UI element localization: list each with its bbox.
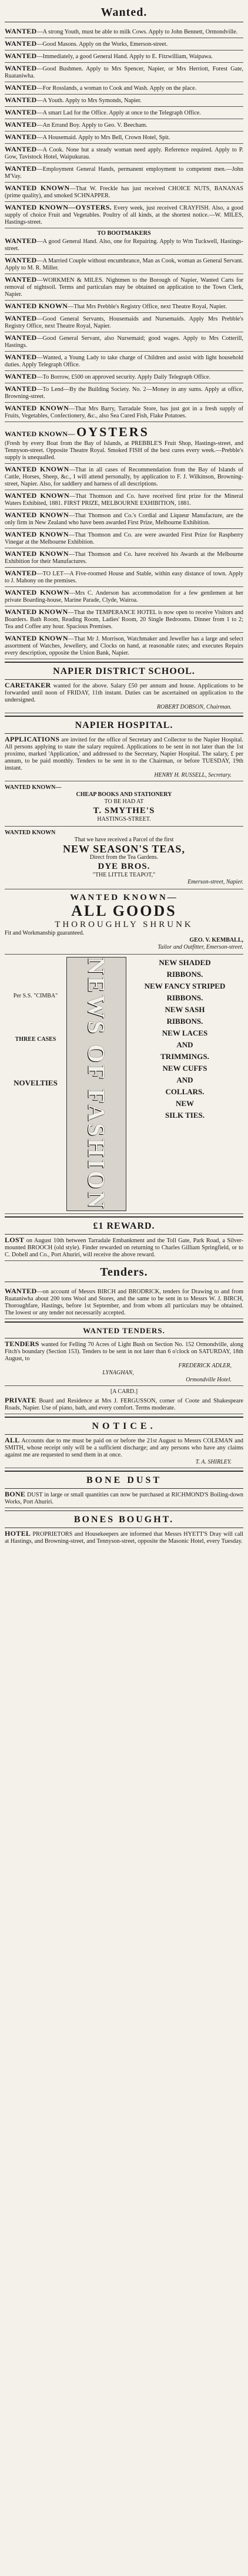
goods-firm-sub: Tailor and Outfitter, Emerson-street. [157,944,243,950]
card-title: [A CARD.] [110,1388,138,1395]
ad-text: —That Thomson and Co. have received first prize for the Mineral Waters Exhibited, 1881. FIRST PRIZE, MELBOURNE EXHIBITION, 1881. [5,493,243,507]
ad-text: —Immediately, a good General Hand. Apply to E. Fitzwilliam, Waipawa. [36,53,213,60]
classified-ad [5,163,243,183]
ad-text: —A good General Hand. Also, one for Repairing. Apply to Wm Tuckwell, Hastings-street. [5,238,243,252]
classified-ad [5,132,243,144]
ad-text: —For Rosslands, a woman to Cook and Wash. Apply on the place. [36,85,197,92]
books-line4: HASTINGS-STREET. [97,816,151,822]
ad-lead: WANTED [5,385,37,393]
classified-ad [5,38,243,50]
ad-text: —A smart Lad for the Office. Apply at once to the Telegraph Office. [36,110,201,116]
ad-lead: WANTED KNOWN— [5,430,75,438]
goods-firm: GEO. V. KEMBALL, [189,937,243,943]
classified-ad [5,510,243,529]
tenders-heading: Tenders. [5,1266,243,1282]
novelty-item: RIBBONS. [166,970,203,979]
ad-lead: WANTED [5,237,37,245]
ad-text: —Good Bushmen. Apply to Mrs Spencer, Napier, or Mrs Herriott, Forest Gate, Ruataniwha. [5,66,243,79]
classified-ad [5,255,243,274]
novelty-item: SILK TIES. [165,1111,205,1120]
ad-lead: WANTED KNOWN [5,465,69,473]
ad-text: —Wanted, a Young Lady to take charge of Children and assist with light household duties. Apply Telegraph Office. [5,355,243,368]
tea-firm: DYE BROS. [98,862,150,871]
classified-ad [5,107,243,119]
ad-text: —An Errand Boy. Apply to Geo. V. Beecham. [36,122,148,129]
classified-ad [5,548,243,568]
bone-title: BONE DUST [5,1471,243,1489]
classified-ad [5,352,243,371]
novelty-item: NEW LACES [162,1029,208,1037]
classified-ad [5,274,243,301]
signature-1: FREDERICK ADLER, [178,1363,232,1370]
classified-ad [5,568,243,587]
classified-ad [5,587,243,606]
ad-lead: WANTED [5,27,37,35]
novelties-left [5,957,66,1211]
school-title: NAPIER DISTRICT SCHOOL. [5,662,243,680]
ad-text: —That in all cases of Recommendation from the Bay of Islands of Cattle, Horses, Sheep, &c., I will attend personally, by application to F. J. Wilkinson, Browning-street, Napier. Also, for saddlery and harness of all descriptions. [5,467,243,487]
bone-ad [5,1489,243,1508]
ad-text: DUST in large or small quantities can now be purchased at RICHMOND'S Boiling-down Works, Port Ahuriri. [5,1492,244,1506]
novelties-left-0: Per S.S. "CIMBA" [13,993,58,999]
ad-lead: WANTED [5,256,37,264]
notice-ad [5,1435,243,1468]
ad-lead: WANTED [5,314,37,322]
classified-ad [5,464,243,490]
ad-text: —Good Masons. Apply on the Works, Emerson-street. [36,41,168,48]
classified-ad [5,529,243,548]
ad-text: —That W. Freckle has just received CHOICE NUTS, BANANAS (prime quality), and smoked SCHNAPPER. [5,186,244,199]
ad-lead: WANTED [5,372,37,380]
ad-lead: WANTED [5,333,37,342]
hospital-title: NAPIER HOSPITAL. [5,716,243,734]
goods-ad [5,889,243,955]
classified-ad [5,119,243,132]
ad-lead: WANTED KNOWN [5,184,70,192]
notice-title: NOTICE. [5,1417,243,1435]
reward-ad [5,1235,243,1261]
ad-signature: HENRY H. RUSSELL, Secretary. [154,772,232,778]
novelty-item: AND [176,1075,193,1084]
ad-text: —That Mrs Barry, Tarradale Store, has just got in a fresh supply of Fruits, Vegetables, Confectionery, &c., also Sea Cured Fish, Flake Potatoes. [5,406,243,419]
classified-ad [5,26,243,38]
classified-ad [5,82,243,95]
tea-intro: That we have received a Parcel of the first [74,837,174,843]
classified-ad [5,371,243,383]
ad-lead: WANTED [5,133,37,141]
ad-text: —That Mr J. Morrison, Watchmaker and Jeweller has a large and select assortment of Watches, Jewellery, and Clocks on hand, at reasonable rates; and executes Repairs every description, opposite the Union Bank, Napier. [5,636,243,656]
ad-lead: WANTED [5,145,37,153]
ad-lead: WANTED KNOWN [5,491,69,500]
tea-address: Emerson-street, Napier. [187,879,243,885]
ad-lead: WANTED [5,108,37,116]
ad-lead: WANTED KNOWN [5,549,69,558]
ad-lead: WANTED [5,275,37,284]
novelties-right-list [126,969,243,1121]
novelty-item: TRIMMINGS. [160,1052,209,1061]
ad-text: —A Housemaid. Apply to Mrs Bell, Crown Hotel, Spit. [36,134,170,141]
novelties-ad [5,955,243,1214]
classified-ad [5,606,243,633]
ad-lead: WANTED KNOWN— [70,893,178,902]
ad-lead: WANTED [5,353,37,361]
goods-sub: THOROUGHLY SHRUNK [55,920,193,929]
classified-ad [5,144,243,163]
ad-text: wanted for the above. Salary £50 per annum and house. Applications to be forwarded until noon of FRIDAY, 11th instant. Duties can be ascertained on application to the undersigned. [5,683,243,703]
ad-text: —WORKMEN & MILES. Nightmen to the Borough of Napier, Wanted Carts for removal of nightsoil. Terms and particulars may be obtained on application to the Town Clerk, Napier. [5,277,243,298]
ad-lead: PRIVATE [5,1396,36,1405]
classified-ad [5,383,243,403]
goods-small: Fit and Workmanship guaranteed. [5,930,85,936]
ad-lead: BONE [5,1490,26,1499]
novelties-left-2: NOVELTIES [14,1078,58,1087]
ad-text: —Good General Servants, Housemaids and Nursemaids. Apply Mrs Prebble's Registry Office, next Theatre Royal, Napier. [5,316,243,329]
ad-lead: APPLICATIONS [5,735,60,743]
card-ad [5,1395,243,1414]
ad-lead: WANTED KNOWN [5,302,68,310]
classified-ad [5,403,243,422]
reward-title: £1 REWARD. [5,1216,243,1235]
novelty-item: NEW SASH [165,1005,205,1014]
oysters2-ad [5,422,243,464]
hospital-ad [5,734,243,781]
signature-3: Ormondville Hotel. [186,1377,232,1384]
ad-lead: WANTED KNOWN [5,511,69,519]
ad-lead: WANTED KNOWN [5,404,69,412]
ad-text: —That Mrs Prebble's Registry Office, next Theatre Royal, Napier. [68,304,227,310]
ad-lead: WANTED KNOWN [5,588,69,596]
ad-lead: WANTED [5,52,37,60]
tenders-ad [5,1286,243,1319]
ad-text: —Employment General Hands, permanent employment to competent men.—John M'Vay. [5,166,243,180]
ad-text: —Good General Servant, also Nursemaid; good wages. Apply to Mrs Cotterill, Hastings. [5,335,243,349]
wanted-heading: Wanted. [5,6,243,22]
ad-text: —on account of Messrs BIRCH and BRODRICK, tenders for Drawing to and from Ruataniwha about 200 tons Wool and Stores, and the same to be sent in to Messrs W. J. BIRCH, Thoroughfare, Hastings, before 1st September, and from whom all particulars may be obtained. The lowest or any tender not necessarily accepted. [5,1289,243,1317]
ad-text: Accounts due to me must be paid on or before the 21st August to Messrs COLEMAN and SMITH, whose receipt only will be a sufficient discharge; and any persons who have any claims against me are requested to send them in at once. [5,1438,244,1459]
novelty-item: COLLARS. [165,1087,205,1096]
classified-ad [5,50,243,63]
ad-lead: HOTEL [5,1529,31,1538]
tea-firm-sub: "THE LITTLE TEAPOT," [92,872,156,878]
ad-text: —That Thomson and Co. are were awarded First Prize for Raspberry Vinegar at the Melbourne Exhibition. [5,532,243,545]
ad-lead: WANTED [5,96,37,104]
tea-headline: NEW SEASON'S TEAS, [63,843,185,855]
ad-lead: WANTED KNOWN [5,530,69,538]
ad-text: —A Cook. None but a steady woman need apply. Reference required. Apply to P. Gow, Tavistock Hotel, Waipukurau. [5,147,243,160]
ad-lead: WANTED [5,83,37,92]
ad-text: (Fresh by every Boat from the Bay of Islands, at PREBBLE'S Fruit Shop, Hastings-street, and Tennyson-street. Opposite Theatre Royal. Smoked FISH of the best cures every week.—Prebble's supply is unequalled. [5,440,243,461]
ad-text: —To Borrow, £500 on approved security. Apply Daily Telegraph Office. [36,374,211,380]
ad-text: —To Lend—By the Building Society. No. 2—Money in any sums. Apply at office, Browning-street. [5,386,243,400]
ad-lead: WANTED [5,569,37,577]
ad-headline: —OYSTERS. [68,203,112,211]
ad-lead: WANTED KNOWN [5,608,68,616]
school-ad [5,680,243,713]
novelty-item: NEW CUFFS [162,1064,207,1073]
classified-ad [5,490,243,510]
ad-text: —TO LET—A Five-roomed House and Stable, within easy distance of town. Apply to J. Mahony on the premises. [5,571,243,584]
ad-text: —That Thomson and Co. have received his Awards at the Melbourne Exhibition for their Manufactures. [5,551,243,565]
ad-text: PROPRIETORS and Housekeepers are informed that Messrs HYETT'S Dray will call at Hastings, and Browning-street, and Tennyson-street, opposite the Masonic Hotel, every Tuesday. [5,1531,244,1545]
classified-ad [5,183,243,202]
classified-ad [5,95,243,107]
books-line1: CHEAP BOOKS AND STATIONERY [76,791,172,798]
ad-lead: WANTED KNOWN [5,634,68,642]
classified-ad [5,332,243,352]
ad-lead: WANTED KNOWN— [5,784,62,791]
ad-lead: CARETAKER [5,681,51,689]
ad-lead: WANTED KNOWN [5,203,69,211]
ad-lead: ALL [5,1436,20,1445]
ad-text: —That the TEMPERANCE HOTEL is now open to receive Visitors and Boarders. Bath Room, Reading Room, Ladies' Room, 20 Single Bedrooms. Dinner from 1 to 2; Tea and Coffee any hour. Spacious Premises. [5,609,243,630]
ad-lead: WANTED [5,164,37,173]
wanted-tenders-title: WANTED TENDERS. [5,1321,243,1338]
wanted-tenders-ad [5,1338,243,1386]
ad-text: Every week, just received CRAYFISH. Also, a good supply of choice Fruit and Vegetables. Poultry of all kinds, at the shortest notice.—W. MILES, Hastings-street. [5,205,243,225]
ad-text: —A Married Couple without encumbrance, Man as Cook, woman as General Servant. Apply to M. R. Miller. [5,258,243,271]
classified-ad [5,63,243,82]
ad-text: wanted for Felling 70 Acres of Light Bush on Section No. 152 Ormondville, along Fitch's boundary (Section 153). Tenders to be sent in not later than 6 o'clock on SATURDAY, 18th August, to [5,1341,243,1363]
books-ad [5,781,243,827]
ad-text: on August 10th between Tarradale Embankment and the Toll Gate, Park Road, a Silver-mounted BROOCH (old style). Finder rewarded on returning to Charles Gilliam Springfield, or to C. Dobell and Co., Port Ahuriri, will receive the above reward. [5,1238,243,1259]
ad-text: —A strong Youth, must be able to milk Cows. Apply to John Bennett, Ormondville. [36,29,238,35]
classified-ad [5,301,243,313]
classified-ad [5,313,243,332]
ad-headline: OYSTERS [76,424,149,439]
novelty-item: NEW FANCY STRIPED [144,982,226,990]
books-line2: TO BE HAD AT [104,798,144,805]
oysters-ad [5,202,243,228]
ad-title: TO BOOTMAKERS [97,230,151,237]
ad-text: are invited for the office of Secretary and Collector to the Napier Hospital. All persons applying to state the salary required. Applications to be sent in not later than the 1st proximo, marked 'Application,' and addressed to the Secretary, Napier Hospital. The salary, £ per annum, to be paid monthly. Tenders to be sent in to the Chairman, or before TUESDAY, 19th instant. [5,737,243,771]
ad-signature: T. A. SHIRLEY. [195,1459,232,1466]
wanted-ads-list-1 [5,26,243,202]
ad-text: —A Youth. Apply to Mrs Symonds, Napier. [36,97,142,104]
wanted-ads-list-2 [5,255,243,422]
ad-lead: WANTED [5,64,37,72]
goods-headline: ALL GOODS [71,902,177,919]
novelty-item: AND [176,1040,193,1049]
bones-bought-ad [5,1528,243,1547]
ad-lead: WANTED [5,1287,37,1296]
ad-lead: WANTED [5,120,37,129]
ad-lead: WANTED [5,39,37,48]
ad-text: —Mrs C. Anderson has accommodation for a few gentlemen at her private Boarding-house, Marine Parade, Clyde, Wairoa. [5,590,243,603]
ad-lead: LOST [5,1236,25,1245]
books-line3: T. SMYTHE'S [93,806,155,815]
signature-2: LYNAGHAN, [102,1370,134,1377]
bootmakers-ad [5,228,243,255]
ad-text: —That Thomson and Co.'s Cordial and Liqueur Manufacture, are the only firm in New Zealand who have been awarded First Prize, Melbourne Exhibition. [5,512,243,526]
novelty-item: RIBBONS. [166,993,203,1002]
novelty-item: NEW [175,1099,195,1108]
novelties-right-head: NEW SHADED [159,958,211,967]
ad-lead: TENDERS [5,1340,39,1348]
bones-bought-title: BONES BOUGHT. [5,1510,243,1528]
novelties-right [126,957,243,1211]
wanted-ads-list-3 [5,464,243,659]
novelty-item: RIBBONS. [166,1017,203,1026]
ad-text: Board and Residence at Mrs J. FERGUSSON, corner of Coote and Shakespeare Roads, Napier. Use of piano, bath, and every comfort. Terms moderate. [5,1398,244,1412]
ad-lead: WANTED KNOWN [5,830,56,836]
novelties-left-1: THREE CASES [15,1036,56,1043]
novelties-banner: NEWS OF FASHION [66,957,126,1211]
tea-sub: Direct from the Tea Gardens. [89,854,159,861]
classified-ad [5,633,243,659]
ad-signature: ROBERT DOBSON, Chairman. [156,704,232,710]
tea-ad [5,827,243,889]
